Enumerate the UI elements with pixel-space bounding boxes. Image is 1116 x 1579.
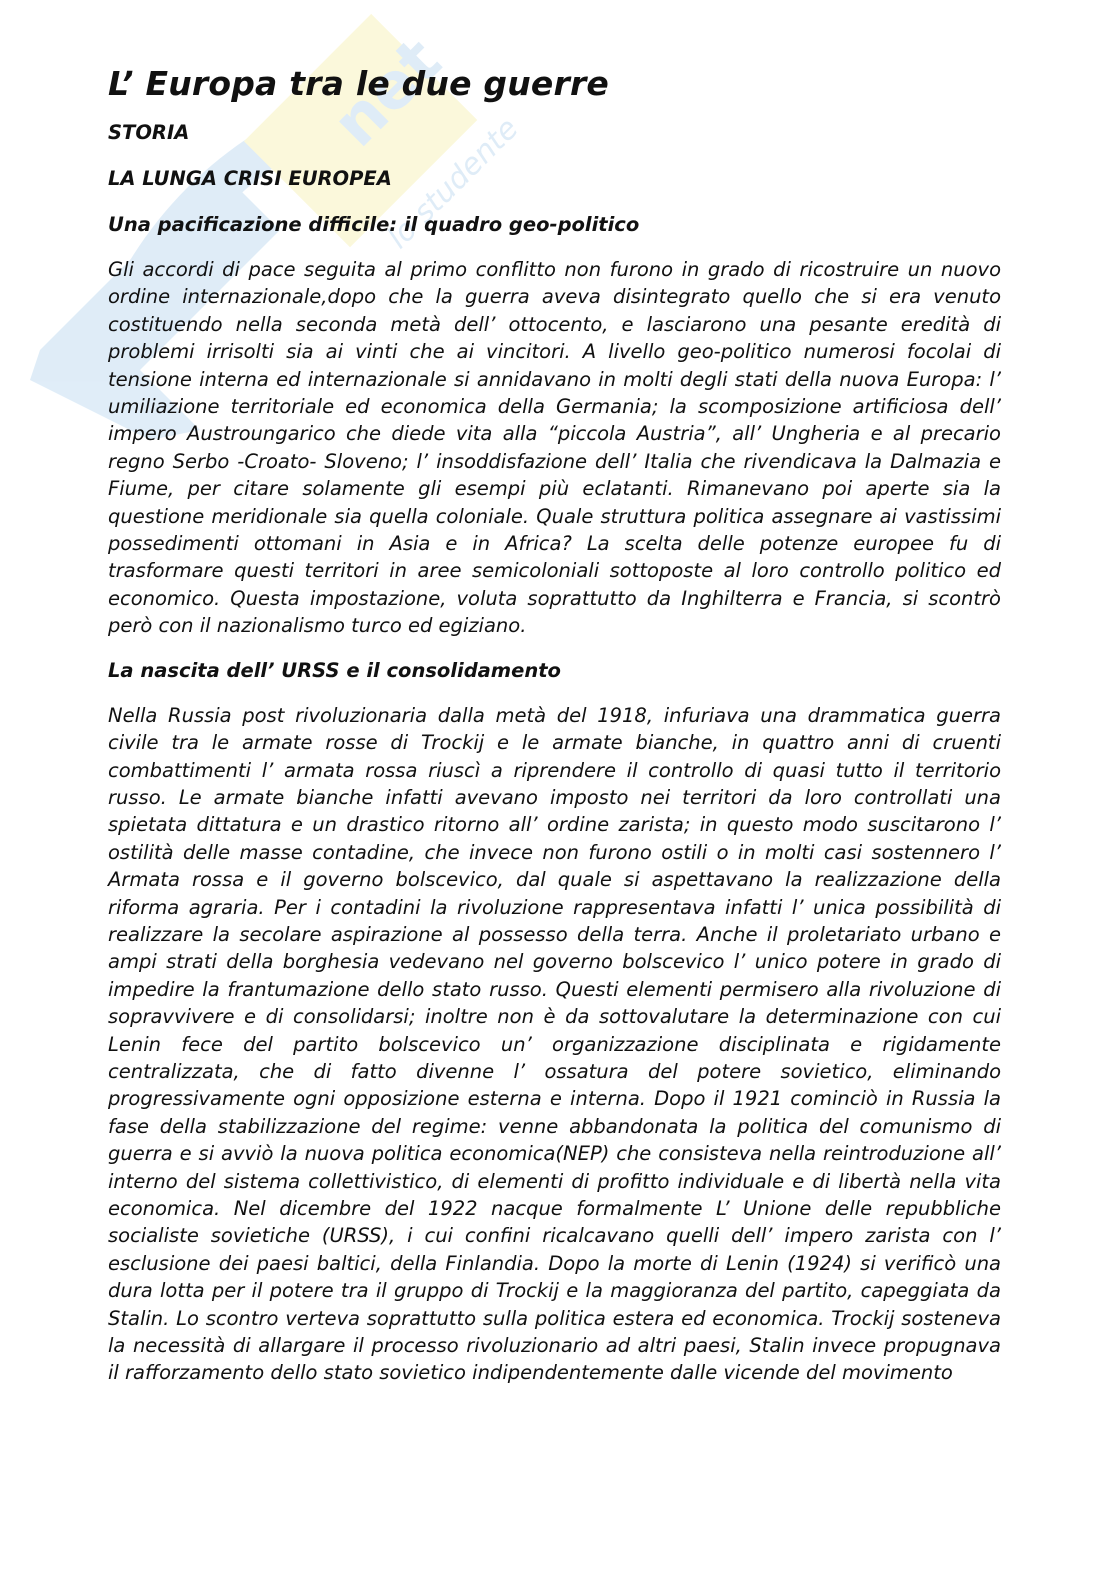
paragraph-2: Nella Russia post rivoluzionaria dalla metà del 1918, infuriava una drammatica guerra civile tra le armate rosse di Trockij e le armate bianche, in quattro anni di cruenti combattimenti l’ armata rossa riuscì a riprendere il controllo di quasi tutto il territorio russo. Le armate bianche infatti avevano imposto nei territori da loro controllati una spietata dittatura e un drastico ritorno all’ ordine zarista; in questo modo suscitarono l’ ostilità delle masse contadine, che invece non furono ostili o in molti casi sostennero l’ Armata rossa e il governo bolscevico, dal quale si aspettavano la realizzazione della riforma agraria. Per i contadini la rivoluzione rappresentava infatti l’ unica possibilità di realizzare la secolare aspirazione al possesso della terra. Anche il proletariato urbano e ampi strati della borghesia vedevano nel governo bolscevico l’ unico potere in grado di impedire la frantumazione dello stato russo. Questi elementi permisero alla rivoluzione di sopravvivere e di consolidarsi; inoltre non è da sottovalutare la determinazione con cui Lenin fece del partito bolscevico un’ organizzazione disciplinata e rigidamente centralizzata, che di fatto divenne l’ ossatura del potere sovietico, eliminando progressivamente ogni opposizione esterna e interna. Dopo il 1921 cominciò in Russia la fase della stabilizzazione del regime: venne abbandonata la politica del comunismo di guerra e si avviò la nuova politica economica(NEP) che consisteva nella reintroduzione all’ interno del sistema collettivistico, di elementi di profitto individuale e di libertà nella vita economica. Nel dicembre del 1922 nacque formalmente L’ Unione delle repubbliche socialiste sovietiche (URSS), i cui confini ricalcavano quelli dell’ impero zarista con l’ esclusione dei paesi baltici, della Finlandia. Dopo la morte di Lenin (1924) si verificò una dura lotta per il potere tra il gruppo di Trockij e la maggioranza del partito, capeggiata da Stalin. Lo scontro verteva soprattutto sulla politica estera ed economica. Trockij sosteneva la necessità di allargare il processo rivoluzionario ad altri paesi, Stalin invece propugnava il rafforzamento dello stato sovietico indipendentemente dalle vicende del movimento [108, 703, 1001, 1385]
subsection-heading-1: Una pacificazione difficile: il quadro geo-politico [108, 213, 640, 236]
document-title: L’ Europa tra le due guerre [108, 64, 610, 103]
paragraph-1: Gli accordi di pace seguita al primo conflitto non furono in grado di ricostruire un nuovo ordine internazionale,dopo che la guerra aveva disintegrato quello che si era venuto costituendo nella seconda metà dell’ ottocento, e lasciarono una pesante eredità di problemi irrisolti sia ai vinti che ai vincitori. A livello geo-politico numerosi focolai di tensione interna ed internazionale si annidavano in molti degli stati della nuova Europa: l’ umiliazione territoriale ed economica della Germania; la scomposizione artificiosa dell’ impero Austroungarico che diede vita alla “piccola Austria”, all’ Ungheria e al precario regno Serbo -Croato- Sloveno; l’ insoddisfazione dell’ Italia che rivendicava la Dalmazia e Fiume, per citare solamente gli esempi più eclatanti. Rimanevano poi aperte sia la questione meridionale sia quella coloniale. Quale struttura politica assegnare ai vastissimi possedimenti ottomani in Asia e in Africa? La scelta delle potenze europee fu di trasformare questi territori in aree semicoloniali sottoposte al loro controllo politico ed economico. Questa impostazione, voluta soprattutto da Inghilterra e Francia, si scontrò però con il nazionalismo turco ed egiziano. [108, 258, 1001, 638]
watermark-tagline: lo studente [380, 111, 526, 256]
section-heading: LA LUNGA CRISI EUROPEA [108, 167, 392, 190]
subject-heading: STORIA [108, 121, 190, 144]
watermark-brand: net [318, 24, 456, 162]
subsection-heading-2: La nascita dell’ URSS e il consolidamento [108, 658, 561, 682]
document-page [108, 62, 1001, 1405]
